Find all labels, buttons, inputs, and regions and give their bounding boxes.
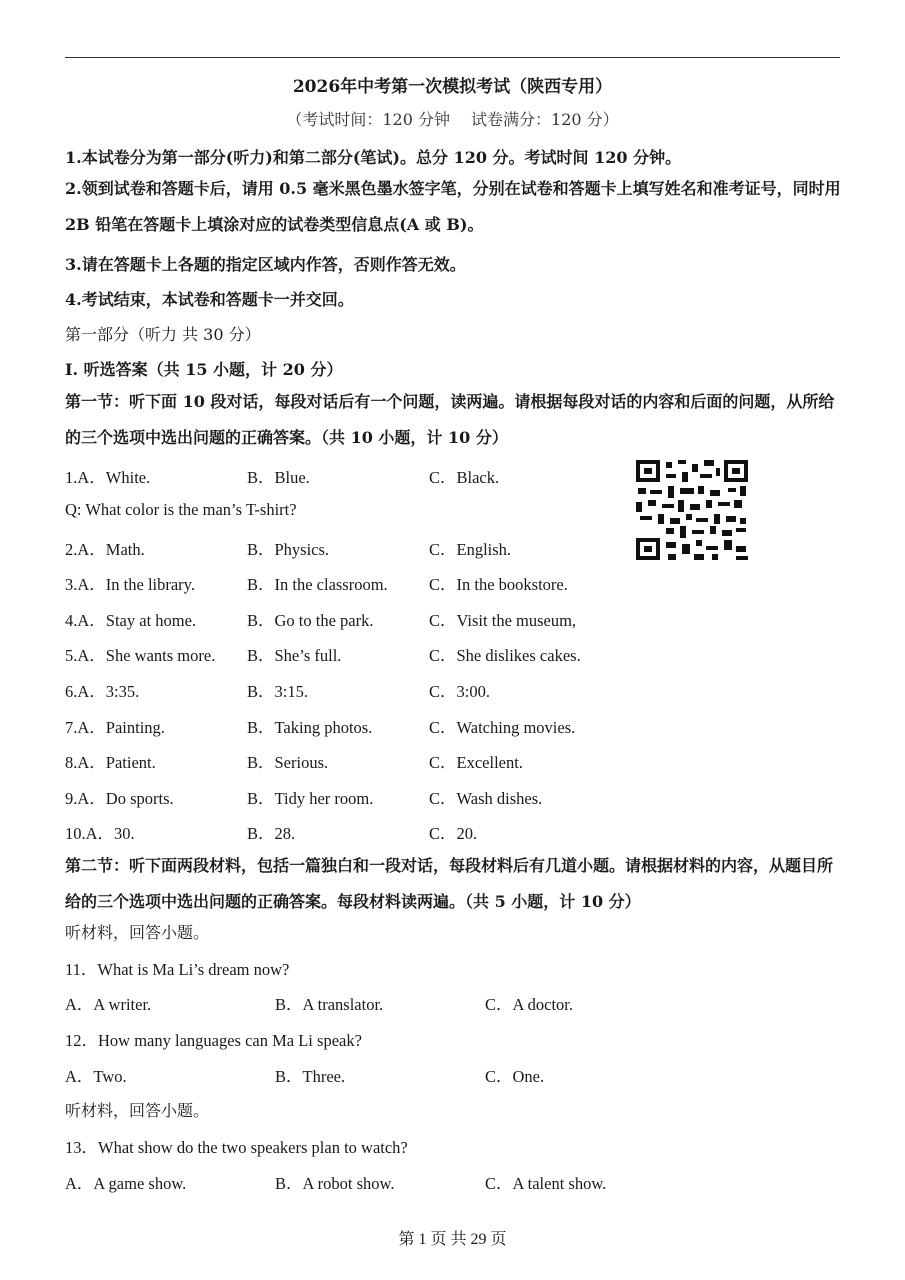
q7-option-a: 7.A．Painting.: [65, 718, 165, 737]
q4-option-b: B．Go to the park.: [247, 611, 374, 630]
q10-option-c: C．20.: [429, 824, 478, 843]
listen-prompt-1: 听材料，回答小题。: [65, 923, 210, 942]
q2-option-a: 2.A．Math.: [65, 540, 145, 559]
section1-intro: 第一节：听下面 10 段对话，每段对话后有一个问题，读两遍。请根据每段对话的内容和后面的问题，从所给的三个选项中选出问题的正确答案。（共 10 小题，计 10 分）: [65, 392, 835, 447]
q1-option-c: C．Black.: [429, 468, 500, 487]
q13-option-c: C．A talent show.: [485, 1174, 607, 1193]
q13-question: 13．What show do the two speakers plan to watch?: [65, 1138, 408, 1157]
q10-option-b: B．28.: [247, 824, 296, 843]
section2-intro: 第二节：听下面两段材料，包括一篇独白和一段对话，每段材料后有几道小题。请根据材料的内容，从题目所给的三个选项中选出问题的正确答案。每段材料读两遍。（共 5 小题，计 10 分）: [65, 856, 834, 911]
q11-question: 11．What is Ma Li’s dream now?: [65, 960, 290, 979]
instruction-4: 4.考试结束，本试卷和答题卡一并交回。: [65, 290, 354, 309]
instruction-3: 3.请在答题卡上各题的指定区域内作答，否则作答无效。: [65, 255, 466, 274]
header-rule: [65, 57, 840, 58]
q9-option-c: C．Wash dishes.: [429, 789, 543, 808]
q5-option-a: 5.A．She wants more.: [65, 646, 216, 665]
q3-option-a: 3.A．In the library.: [65, 575, 195, 594]
exam-title: 2026年中考第一次模拟考试（陕西专用）: [292, 77, 613, 97]
q5-option-c: C．She dislikes cakes.: [429, 646, 581, 665]
q1-question: Q: What color is the man’s T-shirt?: [65, 500, 297, 519]
page-number: 第 1 页 共 29 页: [398, 1231, 507, 1248]
q13-option-b: B．A robot show.: [275, 1174, 395, 1193]
q4-option-c: C．Visit the museum,: [429, 611, 577, 630]
q9-option-a: 9.A．Do sports.: [65, 789, 174, 808]
q12-option-c: C．One.: [485, 1067, 545, 1086]
q10-option-a: 10.A．30.: [65, 824, 135, 843]
q8-option-b: B．Serious.: [247, 753, 329, 772]
q4-option-a: 4.A．Stay at home.: [65, 611, 197, 630]
part1-title: 第一部分（听力 共 30 分）: [65, 325, 261, 344]
instruction-2: 2.领到试卷和答题卡后，请用 0.5 毫米黑色墨水签字笔，分别在试卷和答题卡上填写姓名和准考证号，同时用 2B 铅笔在答题卡上填涂对应的试卷类型信息点(A 或 B)。: [65, 179, 841, 234]
q11-option-a: A．A writer.: [65, 995, 152, 1014]
q2-option-c: C．English.: [429, 540, 512, 559]
q7-option-b: B．Taking photos.: [247, 718, 373, 737]
q1-option-a: 1.A．White.: [65, 468, 151, 487]
q8-option-a: 8.A．Patient.: [65, 753, 156, 772]
q6-option-a: 6.A．3:35.: [65, 682, 140, 701]
q2-option-b: B．Physics.: [247, 540, 330, 559]
q3-option-c: C．In the bookstore.: [429, 575, 568, 594]
section-heading: I. 听选答案（共 15 小题，计 20 分）: [65, 360, 343, 379]
q11-option-c: C．A doctor.: [485, 995, 574, 1014]
q13-option-a: A．A game show.: [65, 1174, 187, 1193]
q7-option-c: C．Watching movies.: [429, 718, 576, 737]
q1-option-b: B．Blue.: [247, 468, 310, 487]
q6-option-c: C．3:00.: [429, 682, 490, 701]
q12-option-b: B．Three.: [275, 1067, 346, 1086]
q8-option-c: C．Excellent.: [429, 753, 523, 772]
instruction-1: 1.本试卷分为第一部分(听力)和第二部分(笔试)。总分 120 分。考试时间 120 分钟。: [65, 148, 682, 167]
exam-subtitle: （考试时间：120 分钟 试卷满分：120 分）: [286, 110, 619, 129]
listen-prompt-2: 听材料，回答小题。: [65, 1101, 210, 1120]
q3-option-b: B．In the classroom.: [247, 575, 388, 594]
q6-option-b: B．3:15.: [247, 682, 308, 701]
q9-option-b: B．Tidy her room.: [247, 789, 374, 808]
q11-option-b: B．A translator.: [275, 995, 384, 1014]
q5-option-b: B．She’s full.: [247, 646, 342, 665]
q12-option-a: A．Two.: [65, 1067, 127, 1086]
qr-code-icon: [636, 460, 748, 560]
q12-question: 12．How many languages can Ma Li speak?: [65, 1031, 362, 1050]
